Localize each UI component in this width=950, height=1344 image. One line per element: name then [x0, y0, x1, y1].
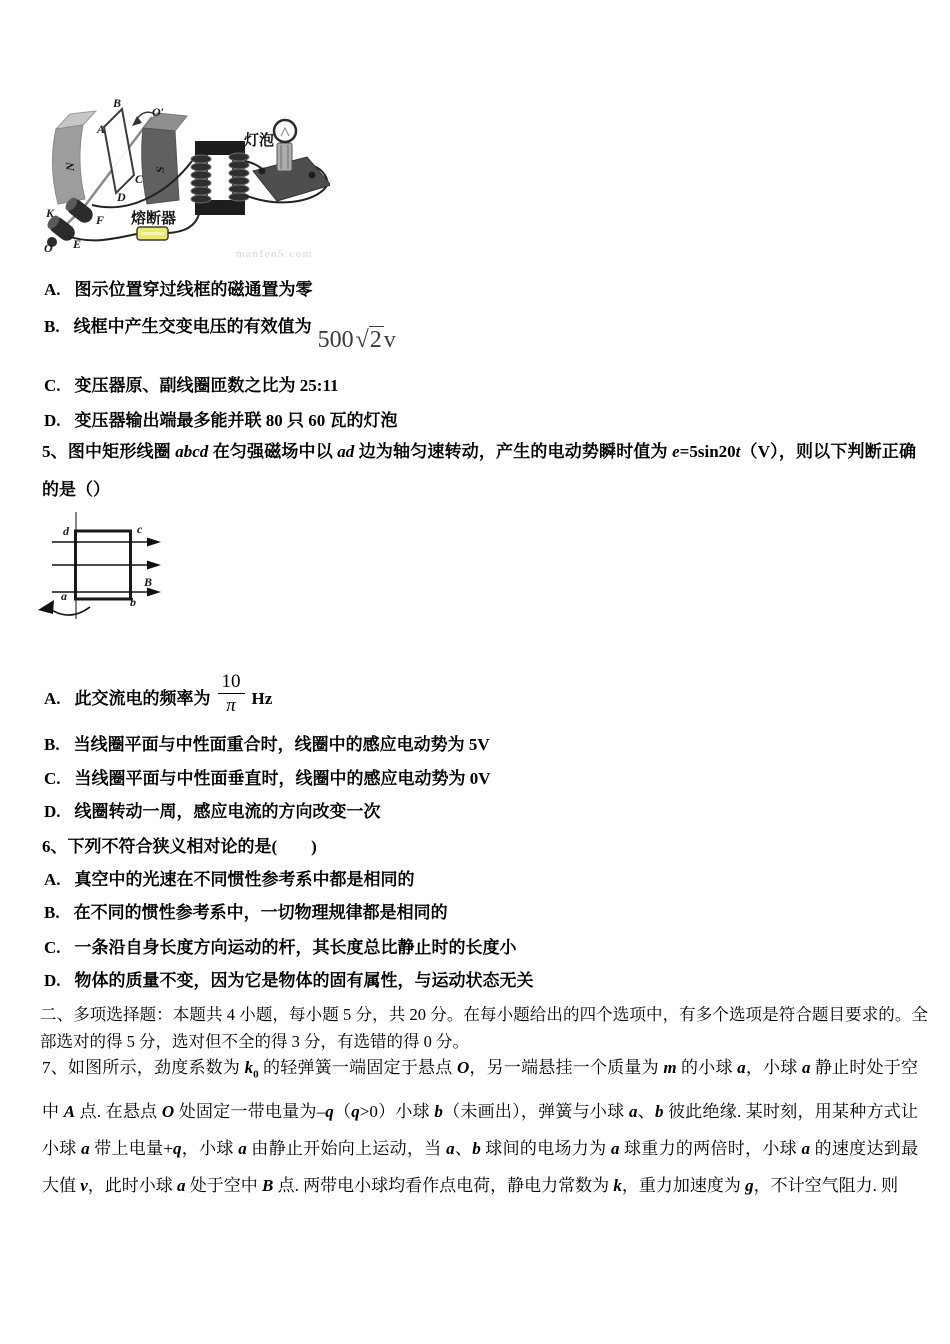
coil-label-d: D: [117, 190, 126, 204]
option-letter: D.: [44, 411, 61, 430]
q5-stem: 5、图中矩形线圈 abcd 在匀强磁场中以 ad 边为轴匀速转动，产生的电动势瞬时值为 e=5sin20t（V），则以下判断正确的是（）: [42, 442, 916, 499]
fuse: [137, 227, 168, 240]
rotation-direction-arrow: [50, 607, 90, 615]
option-text-pre: 此交流电的频率为: [74, 689, 211, 708]
magnet-n: [52, 111, 96, 204]
q5-option-a: [44, 672, 272, 715]
corner-label-c: c: [137, 522, 143, 536]
label-k: K: [46, 206, 55, 220]
q5-option-b: [44, 733, 490, 757]
transformer: [191, 141, 249, 215]
fraction-numerator: 10: [218, 672, 245, 694]
axis-label-o-prime: O′: [152, 105, 165, 119]
corner-label-d: d: [63, 524, 69, 538]
magnet-s: [142, 113, 187, 204]
option-text-post: Hz: [251, 689, 273, 708]
q4-option-a: [44, 278, 313, 302]
option-text: 当线圈平面与中性面垂直时，线圈中的感应电动势为 0V: [74, 769, 491, 788]
q4-option-d: [44, 409, 398, 433]
s-pole-label: S: [153, 166, 167, 173]
option-text: 在不同的惯性参考系中，一切物理规律都是相同的: [73, 903, 448, 922]
q6-option-a: [44, 868, 415, 892]
option-text: 线圈转动一周，感应电流的方向改变一次: [74, 802, 381, 821]
option-text: 变压器输出端最多能并联 80 只 60 瓦的灯泡: [74, 411, 398, 430]
formula-unit: v: [383, 327, 396, 353]
q5-option-d: [44, 800, 381, 824]
label-o: O: [44, 241, 53, 255]
q6-option-d: [44, 969, 534, 993]
coil-label-a: A: [97, 122, 106, 136]
field-label-B: B: [144, 575, 153, 589]
option-letter: D.: [44, 802, 61, 821]
corner-label-a: a: [61, 589, 67, 603]
q5-option-c: [44, 767, 491, 791]
option-text: 线框中产生交变电压的有效值为: [73, 317, 312, 336]
option-letter: B.: [44, 735, 60, 754]
fuse-label: 熔断器: [131, 211, 177, 227]
option-letter: A.: [44, 870, 61, 889]
rotation-arrowhead: [132, 116, 142, 126]
option-letter: D.: [44, 971, 61, 990]
bulb-label: 灯泡: [244, 133, 275, 149]
q4-option-b: [44, 311, 396, 353]
n-pole-label: N: [63, 162, 77, 171]
coil-label-b: B: [113, 96, 122, 110]
bulb-icon: [274, 120, 296, 142]
rotation-direction-arrowhead: [38, 600, 54, 614]
q6-option-b: [44, 901, 448, 925]
generator-circuit-diagram: [40, 95, 330, 265]
fraction-denominator: π: [226, 695, 236, 716]
radicand: 2: [369, 327, 382, 353]
q6-option-c: [44, 936, 517, 960]
coil-label-c: C: [135, 172, 144, 186]
fraction-10-over-pi: [218, 672, 245, 715]
sqrt-sign: √: [355, 327, 369, 353]
corner-label-b: b: [130, 595, 136, 609]
q7-stem: 7、如图所示，劲度系数为 $k_0$ 的轻弹簧一端固定于悬点 O，另一端悬挂一个质量为 m 的小球 a，小球 a 静止时处于空中 A 点. 在悬点 O 处固定一带电量为–q（q>0）小球 b（未画出），弹簧与小球 a、b 彼此绝缘. 某时刻，用某种方式让小球 a 带上电量+q，小球 a 由静止开始向上运动，当 a、b 球间的电场力为 a 球重力的两倍时，小球 a 的速度达到最大值 v，此时小球 a 处于空中 B 点. 两带电小球均看作点电荷，静电力常数为 k，重力加速度为 g，不计空气阻力. 则: [42, 1058, 919, 1196]
option-letter: B.: [44, 317, 60, 336]
q4-option-c: [44, 374, 339, 398]
option-letter: B.: [44, 903, 60, 922]
option-text: 一条沿自身长度方向运动的杆，其长度总比静止时的长度小: [74, 938, 517, 957]
option-letter: C.: [44, 769, 61, 788]
option-letter: A.: [44, 689, 61, 708]
label-f: F: [96, 213, 105, 227]
rotating-coil: [104, 109, 134, 193]
option-text: 物体的质量不变，因为它是物体的固有属性，与运动状态无关: [74, 971, 534, 990]
watermark: manfen5.com: [236, 248, 313, 260]
option-text: 当线圈平面与中性面重合时，线圈中的感应电动势为 5V: [73, 735, 490, 754]
label-e: E: [73, 237, 82, 251]
option-letter: C.: [44, 938, 61, 957]
q6-stem: 6、下列不符合狭义相对论的是( ): [42, 837, 317, 856]
coil-in-field-diagram: [30, 508, 215, 623]
option-text: 真空中的光速在不同惯性参考系中都是相同的: [74, 870, 415, 889]
option-text: 变压器原、副线圈匝数之比为 25:11: [74, 376, 339, 395]
formula-coeff: 500: [317, 327, 354, 353]
formula-500-sqrt2-v: [318, 326, 396, 352]
option-letter: A.: [44, 280, 61, 299]
option-text: 图示位置穿过线框的磁通置为零: [74, 280, 313, 299]
section2-header: 二、多项选择题：本题共 4 小题，每小题 5 分，共 20 分。在每小题给出的四个选项中，有多个选项是符合题目要求的。全部选对的得 5 分，选对但不全的得 3 分，有选错的得 0 分。: [40, 1005, 928, 1051]
option-letter: C.: [44, 376, 61, 395]
